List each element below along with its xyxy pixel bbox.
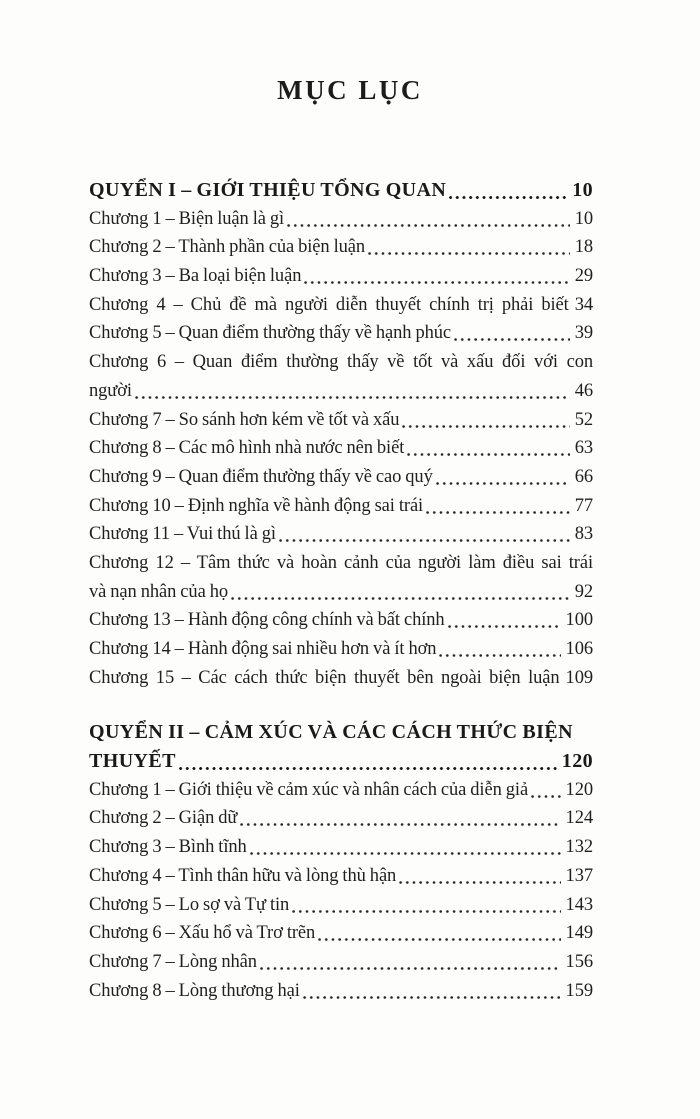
toc-entry: [89, 262, 593, 291]
page-number: 92: [574, 581, 593, 602]
toc-entry-text: Chương 6 – Quan điểm thường thấy về tốt và xấu đối với con: [89, 352, 593, 373]
page-number: 66: [574, 466, 593, 487]
toc-entry-text: Chương 2 – Giận dữ: [89, 808, 238, 829]
dot-leader: [399, 406, 572, 435]
dot-leader: [276, 520, 573, 549]
page-number: 77: [574, 495, 593, 516]
dot-leader: [300, 977, 564, 1006]
toc-entry: [89, 434, 593, 463]
page-number: 143: [565, 894, 593, 915]
page-number: 83: [574, 524, 593, 545]
page-number: 29: [574, 266, 593, 287]
dot-leader: [237, 804, 563, 833]
toc-entry-text: Chương 5 – Quan điểm thường thấy về hạnh phúc: [89, 323, 452, 344]
toc-entry-text: Chương 4 – Tình thân hữu và lòng thù hận: [89, 865, 397, 886]
dot-leader: [284, 205, 573, 234]
dot-leader: [528, 776, 563, 805]
dot-leader: [132, 377, 573, 406]
page-number: 120: [561, 750, 593, 773]
toc-entry-text: Chương 13 – Hành động công chính và bất chính: [89, 610, 445, 631]
toc-entry: [89, 948, 593, 977]
toc-entry-text: Chương 11 – Vui thú là gì: [89, 524, 276, 545]
page-number: 18: [574, 237, 593, 258]
toc-entry-text: Chương 2 – Thành phần của biện luận: [89, 237, 366, 258]
page-number: 109: [565, 667, 593, 688]
toc-entry: [89, 406, 593, 435]
dot-leader: [176, 747, 560, 776]
dot-leader: [436, 635, 563, 664]
toc-entry: [89, 319, 593, 348]
toc-entry-text: Chương 9 – Quan điểm thường thấy về cao quý: [89, 466, 433, 487]
dot-leader: [433, 463, 573, 492]
toc-entry-text: Chương 1 – Giới thiệu về cảm xúc và nhân cách của diễn giả: [89, 779, 529, 800]
page-number: 39: [574, 323, 593, 344]
toc-entry: [89, 718, 593, 747]
toc-entry-text: Chương 1 – Biện luận là gì: [89, 208, 285, 229]
page-number: 46: [574, 380, 593, 401]
dot-leader: [228, 578, 573, 607]
toc-entry-text: Chương 7 – Lòng nhân: [89, 951, 257, 972]
toc-entry: [89, 291, 593, 320]
toc-entry-text: Chương 15 – Các cách thức biện thuyết bên ngoài biện luận: [89, 667, 560, 688]
toc-entry: [89, 205, 593, 234]
toc-entry: [89, 833, 593, 862]
toc-entry-text: Chương 8 – Lòng thương hại: [89, 980, 300, 1001]
toc-entry: [89, 176, 593, 205]
page-number: 52: [574, 409, 593, 430]
toc-entry: [89, 804, 593, 833]
dot-leader: [257, 948, 564, 977]
toc-entry: [89, 549, 593, 578]
toc-entry: [89, 776, 593, 805]
page-number: 137: [565, 865, 593, 886]
toc-entry-text: Chương 8 – Các mô hình nhà nước nên biết: [89, 438, 405, 459]
page-number: 124: [565, 808, 593, 829]
dot-leader: [301, 262, 572, 291]
toc-entry-text: Chương 4 – Chủ đề mà người diễn thuyết chính trị phải biết: [89, 294, 569, 315]
toc-entry: [89, 377, 593, 406]
toc-entry: [89, 348, 593, 377]
toc-entry: [89, 977, 593, 1006]
page-number: 34: [574, 294, 593, 315]
page-title: MỤC LỤC: [277, 75, 423, 105]
toc-entry-text: Chương 5 – Lo sợ và Tự tin: [89, 894, 290, 915]
toc-entry: [89, 635, 593, 664]
toc-entry-text: Chương 14 – Hành động sai nhiều hơn và ít hơn: [89, 639, 437, 659]
page-number: 63: [574, 438, 593, 459]
toc-entry: [89, 606, 593, 635]
dot-leader: [404, 434, 572, 463]
toc-entry: [89, 492, 593, 521]
toc-entry-text: và nạn nhân của họ: [89, 581, 229, 602]
page-number: 10: [572, 179, 593, 201]
toc-entry: [89, 862, 593, 891]
page-number: 159: [565, 980, 593, 1001]
toc-entry-text: Chương 3 – Bình tĩnh: [89, 837, 247, 858]
toc-entry-text: THUYẾT: [89, 750, 176, 773]
toc-entry: [89, 578, 593, 607]
toc-entry-text: QUYỂN I – GIỚI THIỆU TỔNG QUAN: [89, 179, 447, 201]
page-number: 149: [565, 923, 593, 944]
page-number: 132: [565, 837, 593, 858]
toc-entry-text: Chương 10 – Định nghĩa về hành động sai trái: [89, 495, 424, 516]
toc-entry-text: người: [89, 380, 132, 401]
page-number: 100: [565, 610, 593, 631]
toc-entry-text: Chương 12 – Tâm thức và hoàn cảnh của người làm điều sai trái: [89, 552, 593, 573]
dot-leader: [396, 862, 563, 891]
toc-entry-text: QUYỂN II – CẢM XÚC VÀ CÁC CÁCH THỨC BIỆN: [89, 721, 573, 744]
dot-leader: [423, 492, 573, 521]
page-number: 120: [565, 779, 593, 800]
toc-entry: [89, 233, 593, 262]
toc-entry-text: Chương 6 – Xấu hổ và Trơ trẽn: [89, 923, 316, 944]
toc-entry: [89, 919, 593, 948]
toc-entry: [89, 520, 593, 549]
dot-leader: [365, 233, 573, 262]
dot-leader: [446, 176, 570, 205]
dot-leader: [315, 919, 563, 948]
dot-leader: [289, 891, 563, 920]
table-of-contents: [89, 176, 593, 1005]
toc-entry-text: Chương 7 – So sánh hơn kém về tốt và xấu: [89, 409, 400, 430]
page-number: 106: [565, 639, 593, 659]
page-number: 156: [565, 951, 593, 972]
dot-leader: [247, 833, 564, 862]
toc-entry: [89, 747, 593, 776]
toc-entry: [89, 891, 593, 920]
page-number: 10: [574, 208, 593, 229]
toc-entry: [89, 463, 593, 492]
toc-entry-text: Chương 3 – Ba loại biện luận: [89, 266, 302, 287]
dot-leader: [451, 319, 573, 348]
dot-leader: [445, 606, 564, 635]
toc-entry: [89, 664, 593, 693]
